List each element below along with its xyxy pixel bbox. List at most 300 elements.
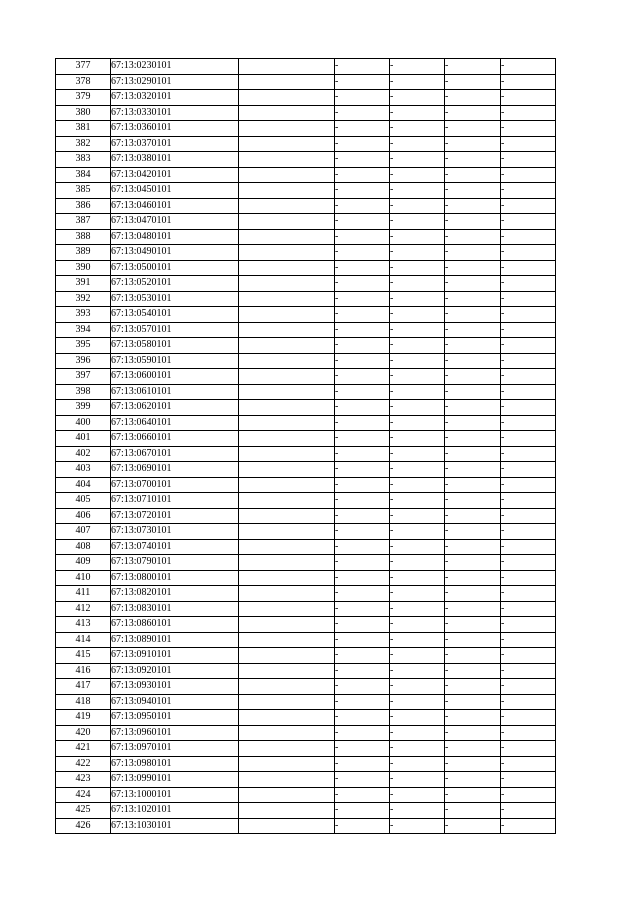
cadastral-number-cell: 67:13:0940101 <box>111 694 239 710</box>
row-number-cell: 414 <box>56 632 111 648</box>
value-cell-4: - <box>501 400 556 416</box>
value-cell-3: - <box>445 214 501 230</box>
value-cell-1: - <box>335 276 390 292</box>
table-row <box>56 570 556 586</box>
value-cell-2: - <box>390 260 445 276</box>
row-number-cell: 405 <box>56 493 111 509</box>
cadastral-number-cell: 67:13:0230101 <box>111 59 239 75</box>
value-cell-2: - <box>390 508 445 524</box>
table-row <box>56 167 556 183</box>
value-cell-3: - <box>445 493 501 509</box>
description-cell <box>239 803 335 819</box>
description-cell <box>239 446 335 462</box>
cadastral-number-cell: 67:13:0910101 <box>111 648 239 664</box>
value-cell-2: - <box>390 198 445 214</box>
cadastral-number-cell: 67:13:0540101 <box>111 307 239 323</box>
row-number-cell: 385 <box>56 183 111 199</box>
value-cell-2: - <box>390 322 445 338</box>
value-cell-4: - <box>501 524 556 540</box>
value-cell-1: - <box>335 260 390 276</box>
value-cell-4: - <box>501 632 556 648</box>
cadastral-number-cell: 67:13:0930101 <box>111 679 239 695</box>
cadastral-number-cell: 67:13:0610101 <box>111 384 239 400</box>
value-cell-3: - <box>445 446 501 462</box>
value-cell-2: - <box>390 276 445 292</box>
value-cell-1: - <box>335 291 390 307</box>
value-cell-2: - <box>390 756 445 772</box>
description-cell <box>239 59 335 75</box>
value-cell-2: - <box>390 803 445 819</box>
value-cell-3: - <box>445 462 501 478</box>
row-number-cell: 402 <box>56 446 111 462</box>
value-cell-1: - <box>335 229 390 245</box>
row-number-cell: 398 <box>56 384 111 400</box>
value-cell-1: - <box>335 586 390 602</box>
cadastral-number-cell: 67:13:0690101 <box>111 462 239 478</box>
row-number-cell: 400 <box>56 415 111 431</box>
row-number-cell: 426 <box>56 818 111 834</box>
row-number-cell: 411 <box>56 586 111 602</box>
cadastral-number-cell: 67:13:0530101 <box>111 291 239 307</box>
row-number-cell: 399 <box>56 400 111 416</box>
row-number-cell: 406 <box>56 508 111 524</box>
description-cell <box>239 260 335 276</box>
row-number-cell: 391 <box>56 276 111 292</box>
value-cell-4: - <box>501 136 556 152</box>
cadastral-number-cell: 67:13:0370101 <box>111 136 239 152</box>
description-cell <box>239 353 335 369</box>
description-cell <box>239 772 335 788</box>
value-cell-4: - <box>501 152 556 168</box>
cadastral-number-cell: 67:13:1020101 <box>111 803 239 819</box>
value-cell-3: - <box>445 260 501 276</box>
description-cell <box>239 818 335 834</box>
cadastral-number-cell: 67:13:0820101 <box>111 586 239 602</box>
row-number-cell: 404 <box>56 477 111 493</box>
value-cell-3: - <box>445 694 501 710</box>
cadastral-number-cell: 67:13:0970101 <box>111 741 239 757</box>
value-cell-3: - <box>445 679 501 695</box>
value-cell-3: - <box>445 245 501 261</box>
row-number-cell: 397 <box>56 369 111 385</box>
value-cell-3: - <box>445 369 501 385</box>
table-row <box>56 617 556 633</box>
table-row <box>56 59 556 75</box>
table-row <box>56 586 556 602</box>
value-cell-4: - <box>501 183 556 199</box>
value-cell-1: - <box>335 121 390 137</box>
value-cell-4: - <box>501 322 556 338</box>
value-cell-3: - <box>445 384 501 400</box>
cadastral-number-cell: 67:13:0470101 <box>111 214 239 230</box>
value-cell-1: - <box>335 539 390 555</box>
cadastral-number-cell: 67:13:0890101 <box>111 632 239 648</box>
value-cell-4: - <box>501 617 556 633</box>
table-row <box>56 710 556 726</box>
cadastral-number-cell: 67:13:0330101 <box>111 105 239 121</box>
value-cell-4: - <box>501 105 556 121</box>
row-number-cell: 389 <box>56 245 111 261</box>
cadastral-number-cell: 67:13:0450101 <box>111 183 239 199</box>
value-cell-3: - <box>445 741 501 757</box>
row-number-cell: 413 <box>56 617 111 633</box>
value-cell-3: - <box>445 229 501 245</box>
description-cell <box>239 586 335 602</box>
value-cell-4: - <box>501 710 556 726</box>
row-number-cell: 408 <box>56 539 111 555</box>
description-cell <box>239 694 335 710</box>
value-cell-3: - <box>445 663 501 679</box>
row-number-cell: 418 <box>56 694 111 710</box>
value-cell-1: - <box>335 555 390 571</box>
row-number-cell: 422 <box>56 756 111 772</box>
row-number-cell: 386 <box>56 198 111 214</box>
value-cell-2: - <box>390 431 445 447</box>
cadastral-number-cell: 67:13:0290101 <box>111 74 239 90</box>
value-cell-4: - <box>501 353 556 369</box>
value-cell-3: - <box>445 90 501 106</box>
table-row <box>56 679 556 695</box>
description-cell <box>239 555 335 571</box>
cadastral-number-cell: 67:13:0660101 <box>111 431 239 447</box>
value-cell-1: - <box>335 725 390 741</box>
value-cell-1: - <box>335 462 390 478</box>
value-cell-1: - <box>335 167 390 183</box>
cadastral-number-cell: 67:13:0990101 <box>111 772 239 788</box>
value-cell-2: - <box>390 477 445 493</box>
value-cell-4: - <box>501 555 556 571</box>
table-row <box>56 555 556 571</box>
table-row <box>56 648 556 664</box>
description-cell <box>239 229 335 245</box>
value-cell-1: - <box>335 694 390 710</box>
value-cell-2: - <box>390 384 445 400</box>
row-number-cell: 419 <box>56 710 111 726</box>
value-cell-3: - <box>445 539 501 555</box>
row-number-cell: 410 <box>56 570 111 586</box>
value-cell-2: - <box>390 90 445 106</box>
value-cell-1: - <box>335 787 390 803</box>
value-cell-2: - <box>390 167 445 183</box>
table-row <box>56 508 556 524</box>
value-cell-4: - <box>501 121 556 137</box>
value-cell-1: - <box>335 183 390 199</box>
value-cell-4: - <box>501 384 556 400</box>
value-cell-1: - <box>335 803 390 819</box>
table-row <box>56 632 556 648</box>
value-cell-1: - <box>335 818 390 834</box>
value-cell-4: - <box>501 493 556 509</box>
row-number-cell: 424 <box>56 787 111 803</box>
table-row <box>56 663 556 679</box>
description-cell <box>239 276 335 292</box>
description-cell <box>239 462 335 478</box>
table-row <box>56 353 556 369</box>
row-number-cell: 390 <box>56 260 111 276</box>
table-row <box>56 214 556 230</box>
description-cell <box>239 369 335 385</box>
row-number-cell: 380 <box>56 105 111 121</box>
value-cell-4: - <box>501 59 556 75</box>
value-cell-3: - <box>445 772 501 788</box>
description-cell <box>239 74 335 90</box>
cadastral-number-cell: 67:13:0640101 <box>111 415 239 431</box>
value-cell-1: - <box>335 617 390 633</box>
row-number-cell: 388 <box>56 229 111 245</box>
value-cell-2: - <box>390 415 445 431</box>
value-cell-4: - <box>501 601 556 617</box>
row-number-cell: 393 <box>56 307 111 323</box>
value-cell-3: - <box>445 291 501 307</box>
value-cell-4: - <box>501 539 556 555</box>
description-cell <box>239 493 335 509</box>
value-cell-3: - <box>445 276 501 292</box>
row-number-cell: 383 <box>56 152 111 168</box>
description-cell <box>239 400 335 416</box>
value-cell-4: - <box>501 803 556 819</box>
description-cell <box>239 198 335 214</box>
row-number-cell: 425 <box>56 803 111 819</box>
value-cell-3: - <box>445 59 501 75</box>
table-row <box>56 338 556 354</box>
description-cell <box>239 617 335 633</box>
table-row <box>56 183 556 199</box>
table-row <box>56 694 556 710</box>
cadastral-number-cell: 67:13:0950101 <box>111 710 239 726</box>
row-number-cell: 416 <box>56 663 111 679</box>
value-cell-3: - <box>445 787 501 803</box>
value-cell-2: - <box>390 214 445 230</box>
value-cell-4: - <box>501 291 556 307</box>
value-cell-4: - <box>501 725 556 741</box>
description-cell <box>239 787 335 803</box>
value-cell-2: - <box>390 818 445 834</box>
description-cell <box>239 679 335 695</box>
cadastral-register-table <box>55 58 556 834</box>
value-cell-4: - <box>501 818 556 834</box>
value-cell-2: - <box>390 493 445 509</box>
value-cell-1: - <box>335 570 390 586</box>
cadastral-number-cell: 67:13:0580101 <box>111 338 239 354</box>
value-cell-2: - <box>390 694 445 710</box>
description-cell <box>239 105 335 121</box>
value-cell-3: - <box>445 105 501 121</box>
value-cell-1: - <box>335 338 390 354</box>
value-cell-3: - <box>445 353 501 369</box>
table-row <box>56 803 556 819</box>
cadastral-number-cell: 67:13:0600101 <box>111 369 239 385</box>
description-cell <box>239 121 335 137</box>
value-cell-2: - <box>390 679 445 695</box>
value-cell-1: - <box>335 74 390 90</box>
cadastral-number-cell: 67:13:0790101 <box>111 555 239 571</box>
cadastral-number-cell: 67:13:1000101 <box>111 787 239 803</box>
description-cell <box>239 183 335 199</box>
value-cell-2: - <box>390 183 445 199</box>
cadastral-number-cell: 67:13:0320101 <box>111 90 239 106</box>
value-cell-2: - <box>390 772 445 788</box>
cadastral-number-cell: 67:13:0590101 <box>111 353 239 369</box>
value-cell-1: - <box>335 741 390 757</box>
row-number-cell: 407 <box>56 524 111 540</box>
table-row <box>56 756 556 772</box>
table-row <box>56 121 556 137</box>
value-cell-3: - <box>445 648 501 664</box>
table-row <box>56 725 556 741</box>
value-cell-3: - <box>445 198 501 214</box>
value-cell-4: - <box>501 741 556 757</box>
cadastral-number-cell: 67:13:0380101 <box>111 152 239 168</box>
table-row <box>56 105 556 121</box>
description-cell <box>239 214 335 230</box>
cadastral-number-cell: 67:13:0860101 <box>111 617 239 633</box>
description-cell <box>239 663 335 679</box>
description-cell <box>239 415 335 431</box>
table-row <box>56 152 556 168</box>
description-cell <box>239 725 335 741</box>
value-cell-3: - <box>445 307 501 323</box>
table-row <box>56 431 556 447</box>
value-cell-3: - <box>445 152 501 168</box>
row-number-cell: 395 <box>56 338 111 354</box>
value-cell-4: - <box>501 369 556 385</box>
value-cell-2: - <box>390 105 445 121</box>
row-number-cell: 396 <box>56 353 111 369</box>
table-row <box>56 539 556 555</box>
value-cell-3: - <box>445 74 501 90</box>
value-cell-2: - <box>390 787 445 803</box>
value-cell-3: - <box>445 508 501 524</box>
value-cell-3: - <box>445 477 501 493</box>
value-cell-4: - <box>501 198 556 214</box>
value-cell-4: - <box>501 477 556 493</box>
value-cell-2: - <box>390 400 445 416</box>
description-cell <box>239 307 335 323</box>
value-cell-1: - <box>335 152 390 168</box>
value-cell-4: - <box>501 772 556 788</box>
value-cell-2: - <box>390 539 445 555</box>
value-cell-2: - <box>390 632 445 648</box>
cadastral-number-cell: 67:13:0730101 <box>111 524 239 540</box>
value-cell-1: - <box>335 446 390 462</box>
description-cell <box>239 90 335 106</box>
value-cell-1: - <box>335 772 390 788</box>
value-cell-4: - <box>501 663 556 679</box>
description-cell <box>239 322 335 338</box>
value-cell-4: - <box>501 694 556 710</box>
cadastral-number-cell: 67:13:0830101 <box>111 601 239 617</box>
row-number-cell: 420 <box>56 725 111 741</box>
description-cell <box>239 570 335 586</box>
value-cell-4: - <box>501 307 556 323</box>
table-row <box>56 524 556 540</box>
description-cell <box>239 477 335 493</box>
value-cell-4: - <box>501 229 556 245</box>
value-cell-4: - <box>501 214 556 230</box>
value-cell-2: - <box>390 586 445 602</box>
value-cell-2: - <box>390 121 445 137</box>
value-cell-4: - <box>501 245 556 261</box>
row-number-cell: 382 <box>56 136 111 152</box>
description-cell <box>239 152 335 168</box>
value-cell-3: - <box>445 710 501 726</box>
description-cell <box>239 508 335 524</box>
value-cell-4: - <box>501 648 556 664</box>
value-cell-1: - <box>335 431 390 447</box>
table-row <box>56 260 556 276</box>
cadastral-number-cell: 67:13:0500101 <box>111 260 239 276</box>
value-cell-3: - <box>445 136 501 152</box>
cadastral-number-cell: 67:13:0570101 <box>111 322 239 338</box>
row-number-cell: 394 <box>56 322 111 338</box>
table-row <box>56 369 556 385</box>
value-cell-4: - <box>501 586 556 602</box>
table-row <box>56 415 556 431</box>
value-cell-3: - <box>445 570 501 586</box>
table-row <box>56 74 556 90</box>
cadastral-number-cell: 67:13:0670101 <box>111 446 239 462</box>
description-cell <box>239 710 335 726</box>
table-row <box>56 90 556 106</box>
value-cell-1: - <box>335 245 390 261</box>
value-cell-2: - <box>390 555 445 571</box>
value-cell-2: - <box>390 59 445 75</box>
value-cell-2: - <box>390 524 445 540</box>
value-cell-3: - <box>445 617 501 633</box>
cadastral-number-cell: 67:13:0960101 <box>111 725 239 741</box>
cadastral-number-cell: 67:13:0720101 <box>111 508 239 524</box>
value-cell-2: - <box>390 307 445 323</box>
value-cell-1: - <box>335 369 390 385</box>
value-cell-4: - <box>501 260 556 276</box>
description-cell <box>239 632 335 648</box>
value-cell-2: - <box>390 245 445 261</box>
value-cell-4: - <box>501 90 556 106</box>
value-cell-4: - <box>501 276 556 292</box>
value-cell-2: - <box>390 136 445 152</box>
table-body <box>56 59 556 834</box>
value-cell-2: - <box>390 338 445 354</box>
row-number-cell: 392 <box>56 291 111 307</box>
row-number-cell: 417 <box>56 679 111 695</box>
value-cell-1: - <box>335 632 390 648</box>
value-cell-4: - <box>501 679 556 695</box>
table-row <box>56 462 556 478</box>
description-cell <box>239 384 335 400</box>
value-cell-3: - <box>445 167 501 183</box>
cadastral-number-cell: 67:13:0620101 <box>111 400 239 416</box>
value-cell-1: - <box>335 663 390 679</box>
value-cell-4: - <box>501 508 556 524</box>
description-cell <box>239 136 335 152</box>
value-cell-1: - <box>335 493 390 509</box>
value-cell-4: - <box>501 570 556 586</box>
table-row <box>56 818 556 834</box>
value-cell-1: - <box>335 508 390 524</box>
row-number-cell: 401 <box>56 431 111 447</box>
value-cell-3: - <box>445 803 501 819</box>
description-cell <box>239 524 335 540</box>
cadastral-number-cell: 67:13:0800101 <box>111 570 239 586</box>
description-cell <box>239 245 335 261</box>
value-cell-1: - <box>335 322 390 338</box>
row-number-cell: 377 <box>56 59 111 75</box>
value-cell-3: - <box>445 338 501 354</box>
row-number-cell: 412 <box>56 601 111 617</box>
row-number-cell: 421 <box>56 741 111 757</box>
description-cell <box>239 338 335 354</box>
value-cell-3: - <box>445 555 501 571</box>
